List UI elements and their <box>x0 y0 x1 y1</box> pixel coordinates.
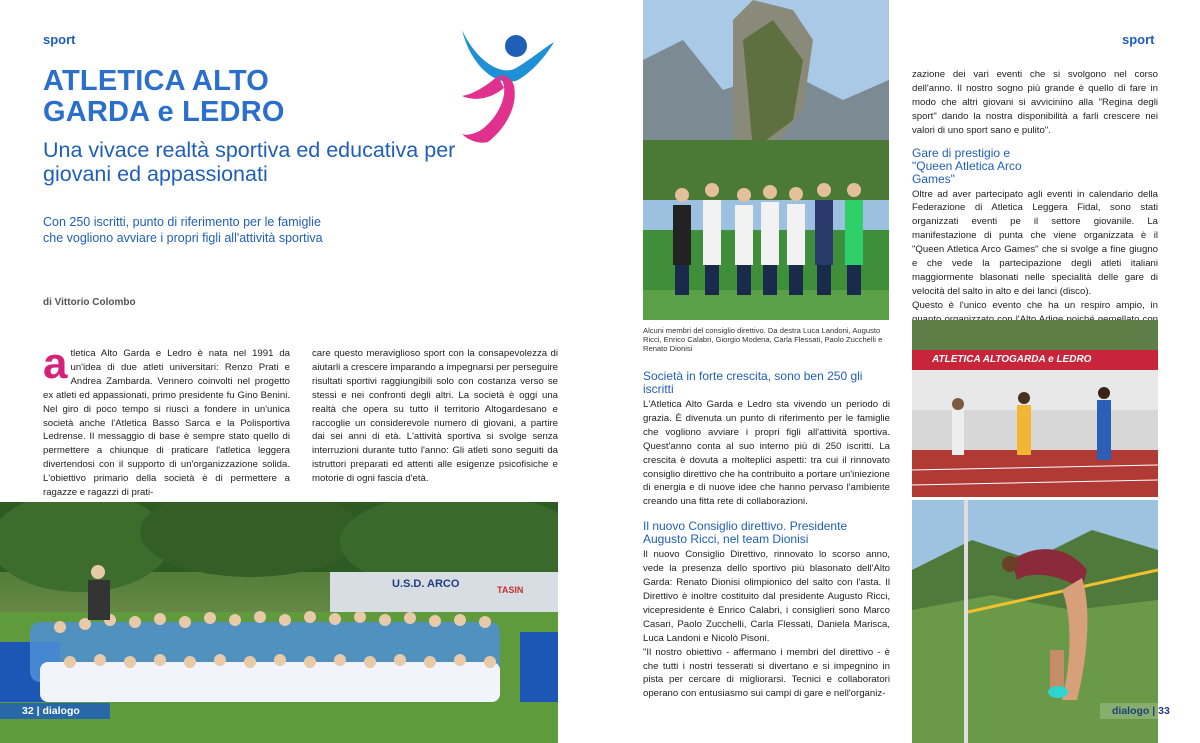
title-line-2: GARDA e LEDRO <box>43 96 285 128</box>
left-column-1 <box>43 339 290 500</box>
right-col1-p2: Il nuovo Consiglio Direttivo, rinnovato lo scorso anno, vede la presenza dello sportivo più blasonato dell'Alto Garda: Renato Dionisi olimpionico del salto con l'asta. Il Direttivo è inoltre costituito dal presidente Augusto Ricci, vicepresidente è Enrico Calabri, i consiglieri sono Marco Casari, Paolo Zucchelli, Carla Flessati, Daniela Marisca, Luca Landoni e Nicolò Pisoni. <box>643 549 890 644</box>
title-line-1: ATLETICA ALTO <box>43 65 269 97</box>
race-photo <box>912 320 1158 497</box>
article-subtitle: Una vivace realtà sportiva ed educativa per giovani ed appassionati <box>43 138 456 186</box>
section-head-growth: Società in forte crescita, sono ben 250 gli iscritti <box>643 369 863 396</box>
left-column-1-text: tletica Alto Garda e Ledro è nata nel 1991 da un'idea di due atleti universitari: Renzo Prati e Andrea Zambarda. Vennero coinvolti nel progetto ex atleti ed appassionati, primo presidente fu Gino Benini. Nel giro di poco tempo si riuscì a fondere in un'unica società anche l'Atletica Basso Sarca e la Polisportiva Ledrense. Il messaggio di base è sempre stato quello di permettere a chiunque di praticare l'atletica leggera divertendosi con il supporto di un'organizzazione solida. L'obiettivo primario della società è di permettere a ragazze e ragazzi di prati- <box>43 348 290 499</box>
magazine-name-left: dialogo <box>42 705 80 717</box>
byline: di Vittorio Colombo <box>43 297 136 308</box>
article-lead: Con 250 iscritti, punto di riferimento per le famiglie che vogliono avviare i propri figli all'attività sportiva <box>43 215 323 245</box>
magazine-name-right: dialogo <box>1112 705 1150 717</box>
right-col2-p2: Oltre ad aver partecipato agli eventi in calendario della Federazione di Atletica Leggera Fidal, sono stati organizzati eventi pe il settore giovanile. La manifestazione di punta che viene organizzata è il "Queen Atletica Arco Games" che si svolge a fine giugno e che vede la partecipazione degli atleti italiani maggiormente blasonati nelle specialità delle gare di velocità del salto in alto e dei lanci (disco). <box>912 188 1158 297</box>
section-head-council: Il nuovo Consiglio direttivo. Presidente Augusto Ricci, nel team Dionisi <box>643 519 848 547</box>
right-col2-p1: zazione dei vari eventi che si svolgono nel corso dell'anno. Il nostro sogno più grande è quello di fare in modo che altri giovani si avvicinino alla "Regina degli sport" dando la nostra disponibilità a farli crescere nei valori di uno sport sano e pulito". <box>912 69 1158 136</box>
left-column-2: care questo meraviglioso sport con la consapevolezza di aiutarli a crescere imparando a impegnarsi per perseguire risultati sportivi raggiungibili solo con costanza verso se stessi e nei confronti degli altri. La società è oggi una realtà che opera su tutto il territorio Altogardesano e raccoglie un considerevole numero di giovani, a partire dai sei anni di età. L'attività sportiva si svolge senza interruzioni durante tutto l'anno: Gli atleti sono seguiti da istruttori preparati ed attenti alle esigenze psicofisiche e motorie di ogni fascia d'età. <box>312 348 558 485</box>
right-col1-p3: "Il nostro obiettivo - affermano i membri del direttivo - è che tutti i nostri tesserati si divertano e si impegnino in pista per cercare di migliorarsi. Tecnici e collaboratori operano con entusiasmo sui campi di gare e nell'organiz- <box>643 646 890 700</box>
banner-tasin: TASIN <box>497 585 524 595</box>
page-number-right: 33 <box>1158 705 1170 717</box>
page-number-left: 32 <box>22 705 34 717</box>
council-photo-scene <box>643 0 889 320</box>
right-col1-p1: L'Atletica Alto Garda e Ledro sta vivendo un periodo di grazia. È divenuta un punto di riferimento per le famiglie che vogliono avviare i propri figli all'attività sportiva. Quest'anno conta al suo interno più di 250 iscritti. La crescita è dovuta a molteplici aspetti: tra cui il rinnovato consiglio direttivo che ha contribuito a portare un'iniezione di energia e di nuove idee che hanno pervaso l'ambiente creando una fitta rete di collaborazioni. <box>643 399 890 508</box>
section-head-events: Gare di prestigio e "Queen Atletica Arco Games" <box>912 145 1022 186</box>
council-photo <box>643 0 889 320</box>
race-photo-scene <box>912 320 1158 497</box>
dropcap: a <box>43 339 68 388</box>
banner-usd-arco: U.S.D. ARCO <box>392 578 460 590</box>
folio-left: 32 | dialogo <box>22 705 80 717</box>
folio-right: dialogo | 33 <box>1112 705 1170 717</box>
right-col2-p3: Questo è l'unico evento che ha un respiro ampio, in <box>912 299 1158 311</box>
right-column-1 <box>643 370 890 701</box>
right-column-2 <box>912 68 1158 341</box>
club-logo <box>458 24 558 150</box>
section-tag-left: sport <box>43 32 76 47</box>
stadium-banner: ATLETICA ALTOGARDA e LEDRO <box>932 354 1092 365</box>
photo-caption: Alcuni membri del consiglio direttivo. Da destra Luca Landoni, Augusto Ricci, Enrico Calabri, Giorgio Modena, Carla Flessati, Paolo Zucchelli e Renato Dionisi <box>643 326 883 354</box>
section-tag-right: sport <box>1122 32 1155 47</box>
article-title <box>43 66 423 128</box>
